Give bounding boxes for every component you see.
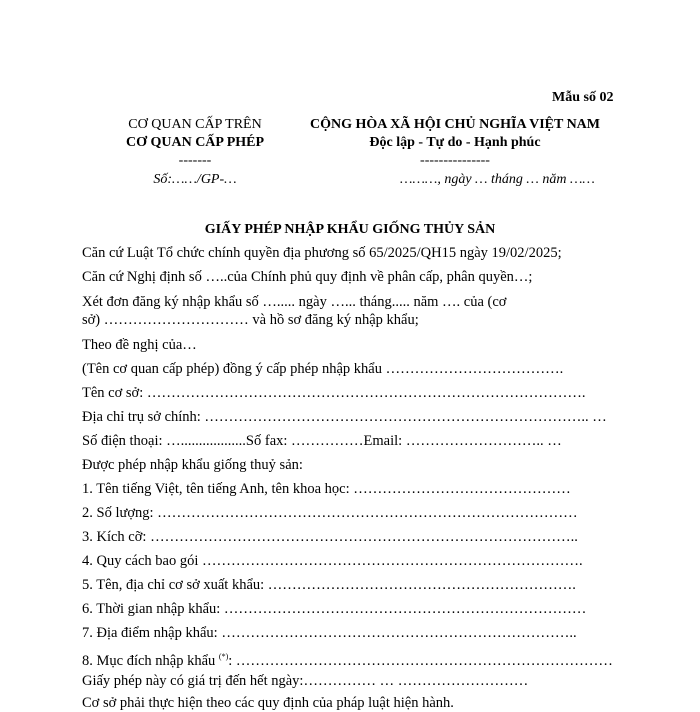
form-code: Mẫu số 02 [552,90,614,105]
validity-line: Giấy phép này có giá trị đến hết ngày:…………… … ……………………… [82,673,529,689]
motto-rule: --------------- [420,153,490,168]
permitted-heading: Được phép nhập khẩu giống thuỷ sản: [82,457,303,473]
facility-name-line: Tên cơ sở: ………………………………………………………………………………. [82,385,586,401]
item-4: 4. Quy cách bao gói ……………………………………………………………………. [82,553,583,569]
basis-decree: Căn cứ Nghị định số …..của Chính phủ quy định về phân cấp, phân quyền…; [82,269,533,285]
date-line: ………, ngày … tháng … năm …… [400,172,595,187]
item-6: 6. Thời gian nhập khẩu: ………………………………………………………………… [82,601,587,617]
item-3: 3. Kích cỡ: …………………………………………………………………………….. [82,529,578,545]
document-title: GIẤY PHÉP NHẬP KHẨU GIỐNG THỦY SẢN [204,222,496,237]
item-7: 7. Địa điểm nhập khẩu: ……………………………………………………………….. [82,625,577,641]
nation-name: CỘNG HÒA XÃ HỘI CHỦ NGHĨA VIỆT NAM [309,117,600,132]
proposal-line: Theo đề nghị của… [82,337,197,353]
approval-line: (Tên cơ quan cấp phép) đồng ý cấp phép nhập khẩu ………………………………. [82,361,564,377]
item-5: 5. Tên, địa chỉ cơ sở xuất khẩu: ………………………………………………………. [82,577,576,593]
compliance-line: Cơ sở phải thực hiện theo các quy định của pháp luật hiện hành. [82,695,454,711]
document-number: Số:……/GP-… [153,172,237,187]
item-2: 2. Số lượng: …………………………………………………………………………… [82,505,578,521]
agency-upper: CƠ QUAN CẤP TRÊN [128,117,262,132]
agency-rule: ------- [178,153,212,168]
contact-line: Số điện thoại: …..................Số fax: ……………Email: ……………………….. … [82,433,562,449]
address-line: Địa chỉ trụ sở chính: …………………………………………………………………….. … [82,409,607,425]
footnote-mark: (*) [218,652,229,661]
item-8-label: 8. Mục đích nhập khẩu [82,652,216,669]
item-8-dots: : …………………………………………………………………… [228,652,613,669]
agency-name: CƠ QUAN CẤP PHÉP [125,135,265,150]
motto: Độc lập - Tự do - Hạnh phúc [369,135,541,150]
item-1: 1. Tên tiếng Việt, tên tiếng Anh, tên khoa học: ……………………………………… [82,481,571,497]
application-line: Xét đơn đăng ký nhập khẩu số …..... ngày …... tháng..... năm …. của (cơ sở) ………………………… và hồ sơ đăng ký nhập khẩu; [82,294,507,328]
basis-law: Căn cứ Luật Tổ chức chính quyền địa phương số 65/2025/QH15 ngày 19/02/2025; [82,245,562,261]
national-header [290,116,620,170]
item-8 [82,648,613,670]
agency-block [100,116,290,170]
